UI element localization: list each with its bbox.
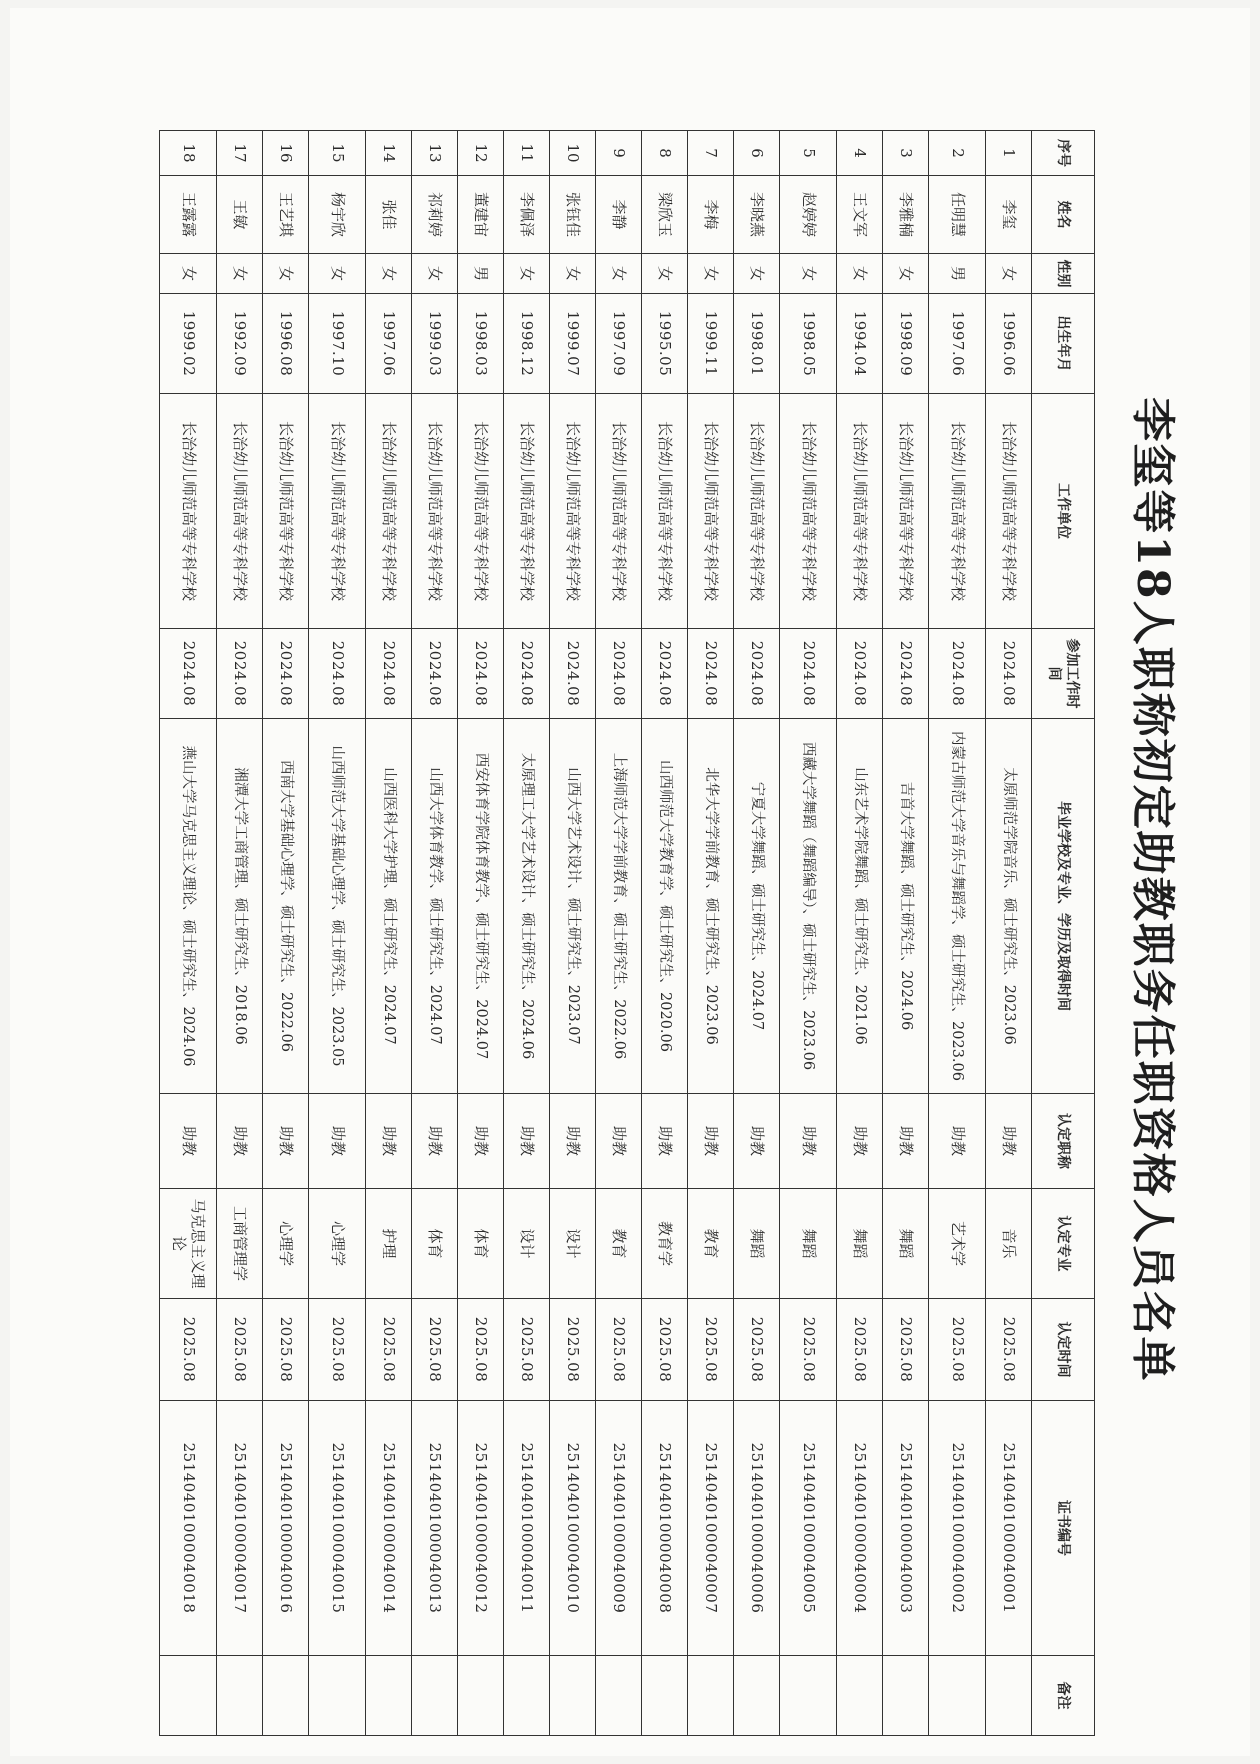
cell-cert: 25140401000040006: [734, 1401, 780, 1656]
header-name: 姓名: [1032, 176, 1095, 254]
cell-major: 工商管理学: [217, 1189, 263, 1299]
header-row: [1032, 131, 1095, 1736]
cell-unit: 长治幼儿师范高等专科学校: [160, 394, 217, 629]
cell-date: 2025.08: [550, 1299, 596, 1401]
cell-title: 助教: [837, 1094, 883, 1189]
cell-title: 助教: [883, 1094, 929, 1189]
cell-remark: [366, 1656, 412, 1736]
cell-title: 助教: [412, 1094, 458, 1189]
cell-work-start: 2024.08: [366, 629, 412, 719]
cell-cert: 25140401000040014: [366, 1401, 412, 1656]
cell-date: 2025.08: [504, 1299, 550, 1401]
cell-remark: [780, 1656, 837, 1736]
cell-unit: 长治幼儿师范高等专科学校: [366, 394, 412, 629]
cell-seq: 5: [780, 131, 837, 176]
cell-name: 王艺琪: [263, 176, 309, 254]
table-row: [986, 131, 1032, 1736]
table-row: [458, 131, 504, 1736]
table-row: [837, 131, 883, 1736]
cell-date: 2025.08: [780, 1299, 837, 1401]
table-row: [596, 131, 642, 1736]
cell-work-start: 2024.08: [412, 629, 458, 719]
cell-remark: [837, 1656, 883, 1736]
cell-seq: 9: [596, 131, 642, 176]
cell-name: 李梅: [688, 176, 734, 254]
cell-title: 助教: [986, 1094, 1032, 1189]
cell-cert: 25140401000040003: [883, 1401, 929, 1656]
cell-seq: 8: [642, 131, 688, 176]
cell-gender: 女: [734, 254, 780, 294]
cell-major: 设计: [550, 1189, 596, 1299]
cell-work-start: 2024.08: [986, 629, 1032, 719]
cell-unit: 长治幼儿师范高等专科学校: [504, 394, 550, 629]
cell-title: 助教: [734, 1094, 780, 1189]
cell-seq: 12: [458, 131, 504, 176]
cell-remark: [458, 1656, 504, 1736]
cell-name: 赵婷婷: [780, 176, 837, 254]
cell-major: 教育: [688, 1189, 734, 1299]
cell-date: 2025.08: [642, 1299, 688, 1401]
table-row: [883, 131, 929, 1736]
cell-cert: 25140401000040009: [596, 1401, 642, 1656]
cell-birth: 1994.04: [837, 294, 883, 394]
cell-name: 王文军: [837, 176, 883, 254]
cell-remark: [642, 1656, 688, 1736]
cell-cert: 25140401000040018: [160, 1401, 217, 1656]
cell-birth: 1999.03: [412, 294, 458, 394]
cell-seq: 17: [217, 131, 263, 176]
cell-remark: [504, 1656, 550, 1736]
cell-title: 助教: [642, 1094, 688, 1189]
cell-work-start: 2024.08: [596, 629, 642, 719]
cell-remark: [596, 1656, 642, 1736]
cell-title: 助教: [504, 1094, 550, 1189]
cell-unit: 长治幼儿师范高等专科学校: [883, 394, 929, 629]
cell-seq: 10: [550, 131, 596, 176]
table-row: [160, 131, 217, 1736]
cell-cert: 25140401000040015: [309, 1401, 366, 1656]
cell-seq: 16: [263, 131, 309, 176]
cell-name: 李静: [596, 176, 642, 254]
table-row: [412, 131, 458, 1736]
cell-birth: 1997.09: [596, 294, 642, 394]
cell-seq: 3: [883, 131, 929, 176]
cell-name: 李玺: [986, 176, 1032, 254]
cell-education: 西南大学基础心理学、硕士研究生、2022.06: [263, 719, 309, 1094]
cell-major: 舞蹈: [734, 1189, 780, 1299]
cell-remark: [883, 1656, 929, 1736]
cell-education: 山西大学体育教学、硕士研究生、2024.07: [412, 719, 458, 1094]
cell-work-start: 2024.08: [263, 629, 309, 719]
cell-name: 李佩泽: [504, 176, 550, 254]
cell-remark: [309, 1656, 366, 1736]
cell-seq: 1: [986, 131, 1032, 176]
cell-work-start: 2024.08: [160, 629, 217, 719]
cell-date: 2025.08: [412, 1299, 458, 1401]
cell-unit: 长治幼儿师范高等专科学校: [780, 394, 837, 629]
cell-education: 燕山大学马克思主义理论、硕士研究生、2024.06: [160, 719, 217, 1094]
cell-major: 心理学: [263, 1189, 309, 1299]
cell-seq: 13: [412, 131, 458, 176]
cell-date: 2025.08: [688, 1299, 734, 1401]
cell-cert: 25140401000040005: [780, 1401, 837, 1656]
cell-remark: [929, 1656, 986, 1736]
cell-work-start: 2024.08: [734, 629, 780, 719]
cell-cert: 25140401000040008: [642, 1401, 688, 1656]
cell-work-start: 2024.08: [504, 629, 550, 719]
cell-unit: 长治幼儿师范高等专科学校: [929, 394, 986, 629]
header-work-start: 参加工作时间: [1032, 629, 1095, 719]
cell-seq: 6: [734, 131, 780, 176]
header-birth: 出生年月: [1032, 294, 1095, 394]
cell-gender: 女: [160, 254, 217, 294]
cell-title: 助教: [160, 1094, 217, 1189]
cell-seq: 15: [309, 131, 366, 176]
cell-name: 李雅楠: [883, 176, 929, 254]
cell-major: 舞蹈: [837, 1189, 883, 1299]
header-unit: 工作单位: [1032, 394, 1095, 629]
cell-gender: 女: [366, 254, 412, 294]
cell-education: 山西师范大学教育学、硕士研究生、2020.06: [642, 719, 688, 1094]
cell-title: 助教: [550, 1094, 596, 1189]
table-row: [263, 131, 309, 1736]
cell-gender: 女: [986, 254, 1032, 294]
cell-seq: 2: [929, 131, 986, 176]
cell-work-start: 2024.08: [929, 629, 986, 719]
cell-unit: 长治幼儿师范高等专科学校: [263, 394, 309, 629]
cell-work-start: 2024.08: [837, 629, 883, 719]
header-title: 认定职称: [1032, 1094, 1095, 1189]
cell-cert: 25140401000040001: [986, 1401, 1032, 1656]
cell-unit: 长治幼儿师范高等专科学校: [412, 394, 458, 629]
cell-name: 祁莉婷: [412, 176, 458, 254]
rotated-page-content: [80, 70, 1200, 1710]
cell-cert: 25140401000040011: [504, 1401, 550, 1656]
cell-education: 太原理工大学艺术设计、硕士研究生、2024.06: [504, 719, 550, 1094]
cell-gender: 女: [883, 254, 929, 294]
cell-education: 上海师范大学学前教育、硕士研究生、2022.06: [596, 719, 642, 1094]
cell-unit: 长治幼儿师范高等专科学校: [986, 394, 1032, 629]
cell-work-start: 2024.08: [780, 629, 837, 719]
cell-cert: 25140401000040016: [263, 1401, 309, 1656]
cell-major: 音乐: [986, 1189, 1032, 1299]
cell-education: 山西师范大学基础心理学、硕士研究生、2023.05: [309, 719, 366, 1094]
cell-title: 助教: [366, 1094, 412, 1189]
cell-unit: 长治幼儿师范高等专科学校: [734, 394, 780, 629]
cell-birth: 1996.08: [263, 294, 309, 394]
cell-unit: 长治幼儿师范高等专科学校: [837, 394, 883, 629]
header-cert: 证书编号: [1032, 1401, 1095, 1656]
header-major: 认定专业: [1032, 1189, 1095, 1299]
cell-unit: 长治幼儿师范高等专科学校: [458, 394, 504, 629]
cell-title: 助教: [263, 1094, 309, 1189]
roster-table: [159, 130, 1095, 1736]
cell-gender: 女: [309, 254, 366, 294]
cell-major: 体育: [458, 1189, 504, 1299]
cell-date: 2025.08: [929, 1299, 986, 1401]
cell-name: 张佳: [366, 176, 412, 254]
cell-remark: [160, 1656, 217, 1736]
cell-birth: 1999.11: [688, 294, 734, 394]
cell-title: 助教: [780, 1094, 837, 1189]
cell-gender: 女: [263, 254, 309, 294]
cell-unit: 长治幼儿师范高等专科学校: [217, 394, 263, 629]
cell-work-start: 2024.08: [309, 629, 366, 719]
cell-title: 助教: [458, 1094, 504, 1189]
cell-seq: 7: [688, 131, 734, 176]
cell-education: 山西大学艺术设计、硕士研究生、2023.07: [550, 719, 596, 1094]
cell-title: 助教: [217, 1094, 263, 1189]
cell-birth: 1997.06: [366, 294, 412, 394]
cell-gender: 女: [780, 254, 837, 294]
cell-birth: 1998.03: [458, 294, 504, 394]
cell-education: 湘潭大学工商管理、硕士研究生、2018.06: [217, 719, 263, 1094]
cell-birth: 1998.09: [883, 294, 929, 394]
cell-date: 2025.08: [309, 1299, 366, 1401]
cell-unit: 长治幼儿师范高等专科学校: [309, 394, 366, 629]
cell-name: 梁欣玉: [642, 176, 688, 254]
cell-birth: 1997.10: [309, 294, 366, 394]
cell-gender: 男: [929, 254, 986, 294]
document-title: 李玺等18人职称初定助教职务任职资格人员名单: [1127, 397, 1178, 1383]
cell-education: 北华大学学前教育、硕士研究生、2023.06: [688, 719, 734, 1094]
cell-education: 宁夏大学舞蹈、硕士研究生、2024.07: [734, 719, 780, 1094]
cell-major: 体育: [412, 1189, 458, 1299]
cell-work-start: 2024.08: [883, 629, 929, 719]
cell-remark: [550, 1656, 596, 1736]
cell-name: 任明慧: [929, 176, 986, 254]
cell-birth: 1995.05: [642, 294, 688, 394]
cell-unit: 长治幼儿师范高等专科学校: [596, 394, 642, 629]
cell-birth: 1998.01: [734, 294, 780, 394]
cell-seq: 4: [837, 131, 883, 176]
cell-gender: 女: [217, 254, 263, 294]
cell-work-start: 2024.08: [688, 629, 734, 719]
cell-major: 马克思主义理论: [160, 1189, 217, 1299]
cell-education: 西藏大学舞蹈（舞蹈编导）、硕士研究生、2023.06: [780, 719, 837, 1094]
cell-title: 助教: [929, 1094, 986, 1189]
cell-gender: 女: [837, 254, 883, 294]
cell-remark: [734, 1656, 780, 1736]
cell-date: 2025.08: [596, 1299, 642, 1401]
cell-work-start: 2024.08: [642, 629, 688, 719]
cell-title: 助教: [596, 1094, 642, 1189]
cell-remark: [263, 1656, 309, 1736]
cell-name: 王敏: [217, 176, 263, 254]
cell-unit: 长治幼儿师范高等专科学校: [550, 394, 596, 629]
table-row: [642, 131, 688, 1736]
cell-major: 护理: [366, 1189, 412, 1299]
cell-birth: 1996.06: [986, 294, 1032, 394]
cell-education: 太原师范学院音乐、硕士研究生、2023.06: [986, 719, 1032, 1094]
cell-remark: [412, 1656, 458, 1736]
table-row: [550, 131, 596, 1736]
cell-date: 2025.08: [217, 1299, 263, 1401]
cell-education: 山东艺术学院舞蹈、硕士研究生、2021.06: [837, 719, 883, 1094]
cell-major: 舞蹈: [780, 1189, 837, 1299]
cell-birth: 1998.12: [504, 294, 550, 394]
table-row: [309, 131, 366, 1736]
cell-title: 助教: [309, 1094, 366, 1189]
cell-unit: 长治幼儿师范高等专科学校: [688, 394, 734, 629]
cell-date: 2025.08: [986, 1299, 1032, 1401]
header-remark: 备注: [1032, 1656, 1095, 1736]
cell-name: 张钰佳: [550, 176, 596, 254]
cell-major: 设计: [504, 1189, 550, 1299]
cell-date: 2025.08: [837, 1299, 883, 1401]
cell-work-start: 2024.08: [217, 629, 263, 719]
cell-birth: 1997.06: [929, 294, 986, 394]
cell-gender: 女: [642, 254, 688, 294]
cell-date: 2025.08: [883, 1299, 929, 1401]
cell-unit: 长治幼儿师范高等专科学校: [642, 394, 688, 629]
cell-name: 李晓燕: [734, 176, 780, 254]
cell-birth: 1999.02: [160, 294, 217, 394]
cell-birth: 1992.09: [217, 294, 263, 394]
cell-work-start: 2024.08: [550, 629, 596, 719]
cell-education: 吉首大学舞蹈、硕士研究生、2024.06: [883, 719, 929, 1094]
cell-birth: 1998.05: [780, 294, 837, 394]
cell-cert: 25140401000040004: [837, 1401, 883, 1656]
cell-cert: 25140401000040013: [412, 1401, 458, 1656]
cell-title: 助教: [688, 1094, 734, 1189]
cell-date: 2025.08: [366, 1299, 412, 1401]
cell-remark: [986, 1656, 1032, 1736]
cell-seq: 18: [160, 131, 217, 176]
cell-cert: 25140401000040017: [217, 1401, 263, 1656]
table-row: [929, 131, 986, 1736]
cell-gender: 女: [412, 254, 458, 294]
cell-work-start: 2024.08: [458, 629, 504, 719]
cell-date: 2025.08: [263, 1299, 309, 1401]
cell-cert: 25140401000040010: [550, 1401, 596, 1656]
cell-cert: 25140401000040012: [458, 1401, 504, 1656]
header-gender: 性别: [1032, 254, 1095, 294]
cell-education: 西安体育学院体育教学、硕士研究生、2024.07: [458, 719, 504, 1094]
cell-cert: 25140401000040007: [688, 1401, 734, 1656]
table-row: [366, 131, 412, 1736]
table-row: [780, 131, 837, 1736]
cell-seq: 11: [504, 131, 550, 176]
cell-remark: [688, 1656, 734, 1736]
cell-name: 董建宙: [458, 176, 504, 254]
cell-date: 2025.08: [458, 1299, 504, 1401]
cell-seq: 14: [366, 131, 412, 176]
cell-gender: 女: [688, 254, 734, 294]
cell-gender: 男: [458, 254, 504, 294]
table-row: [217, 131, 263, 1736]
header-date: 认定时间: [1032, 1299, 1095, 1401]
cell-remark: [217, 1656, 263, 1736]
cell-major: 心理学: [309, 1189, 366, 1299]
cell-birth: 1999.07: [550, 294, 596, 394]
cell-major: 教育学: [642, 1189, 688, 1299]
header-seq: 序号: [1032, 131, 1095, 176]
table-row: [734, 131, 780, 1736]
table-row: [504, 131, 550, 1736]
cell-date: 2025.08: [160, 1299, 217, 1401]
cell-gender: 女: [550, 254, 596, 294]
cell-date: 2025.08: [734, 1299, 780, 1401]
cell-major: 舞蹈: [883, 1189, 929, 1299]
cell-education: 内蒙古师范大学音乐与舞蹈学、硕士研究生、2023.06: [929, 719, 986, 1094]
cell-cert: 25140401000040002: [929, 1401, 986, 1656]
header-education: 毕业学校及专业、学历及取得时间: [1032, 719, 1095, 1094]
cell-name: 杨宇欣: [309, 176, 366, 254]
cell-name: 王露露: [160, 176, 217, 254]
cell-gender: 女: [504, 254, 550, 294]
cell-major: 艺术学: [929, 1189, 986, 1299]
cell-education: 山西医科大学护理、硕士研究生、2024.07: [366, 719, 412, 1094]
cell-major: 教育: [596, 1189, 642, 1299]
cell-gender: 女: [596, 254, 642, 294]
document-page: [10, 8, 1250, 1756]
table-row: [688, 131, 734, 1736]
